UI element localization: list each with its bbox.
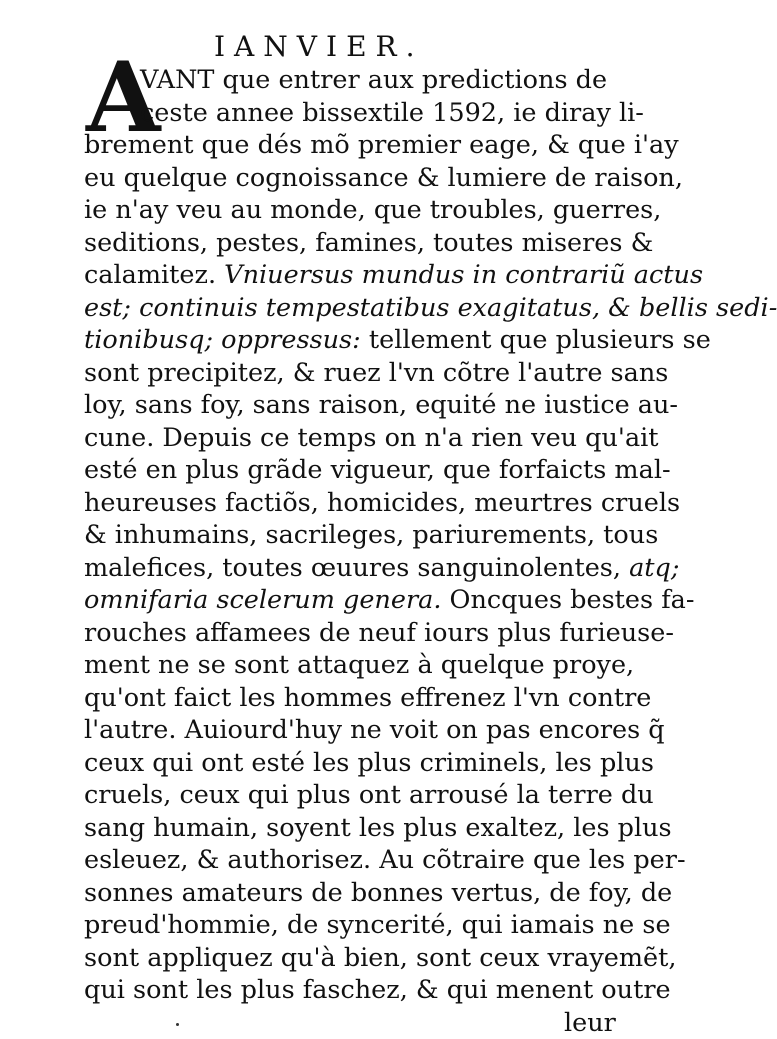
text-line: eu quelque cognoissance & lumiere de raison, (84, 162, 683, 193)
latin-quote: est; continuis tempestatibus exagitatus, & bellis sedi- (84, 292, 777, 323)
text-line: seditions, pestes, famines, toutes miseres & (84, 227, 654, 258)
drop-cap: A (86, 41, 161, 154)
text-line: qui sont les plus faschez, & qui menent outre (84, 975, 671, 1005)
text-line: ment ne se sont attaquez à quelque proye, (84, 650, 635, 680)
text-line: l'autre. Auiourd'huy ne voit on pas encores q̃ (84, 715, 665, 745)
text-line: esté en plus grãde vigueur, que forfaicts mal- (84, 455, 671, 485)
text-line: sont appliquez qu'à bien, sont ceux vrayemẽt, (84, 942, 677, 973)
text-line: brement que dés mõ premier eage, & que i'ay (84, 130, 679, 160)
text-line: cruels, ceux qui plus ont arrousé la terre du (84, 780, 654, 810)
text-line: ie n'ay veu au monde, que troubles, guerres, (84, 195, 662, 225)
text-line: sang humain, soyent les plus exaltez, les plus (84, 812, 672, 843)
text-line: qu'ont faict les hommes effrenez l'vn contre (84, 682, 652, 713)
catchword: leur (564, 1007, 616, 1038)
text-line: heureuses factiõs, homicides, meurtres cruels (84, 487, 681, 518)
text-line: cune. Depuis ce temps on n'a rien veu qu'ait (84, 422, 659, 453)
text-line: preud'hommie, de syncerité, qui iamais ne se (84, 910, 671, 940)
latin-quote: Vniuersus mundus in contrariũ actus (224, 260, 704, 290)
text-line: calamitez. Vniuersus mundus in contrariũ actus (84, 260, 704, 290)
text-line: malefices, toutes œuures sanguinolentes, atq; (84, 552, 680, 583)
text-line: VANT que entrer aux predictions de (140, 65, 608, 95)
text-line: ceux qui ont esté les plus criminels, les plus (84, 747, 654, 778)
text-line: sont precipitez, & ruez l'vn cõtre l'autre sans (84, 357, 669, 388)
text-line: ceste annee bissextile 1592, ie diray li- (140, 97, 644, 128)
running-heading: IANVIER. (214, 30, 424, 63)
text-line: rouches affamees de neuf iours plus furieuse- (84, 617, 674, 648)
text-line: omnifaria scelerum genera. Oncques bestes fa- (84, 585, 695, 615)
latin-quote: tionibusq; oppressus: (84, 325, 369, 355)
latin-quote: atq; (629, 552, 680, 583)
ink-speck (176, 1023, 179, 1026)
text-line: loy, sans foy, sans raison, equité ne iustice au- (84, 390, 679, 420)
text-line: sonnes amateurs de bonnes vertus, de foy, de (84, 877, 673, 908)
text-line: & inhumains, sacrileges, pariurements, tous (84, 520, 659, 550)
latin-quote: omnifaria scelerum genera. (84, 585, 450, 615)
text-line (84, 292, 777, 324)
text-line: tionibusq; oppressus: tellement que plusieurs se (84, 325, 711, 355)
text-line: esleuez, & authorisez. Au cõtraire que les per- (84, 845, 686, 875)
